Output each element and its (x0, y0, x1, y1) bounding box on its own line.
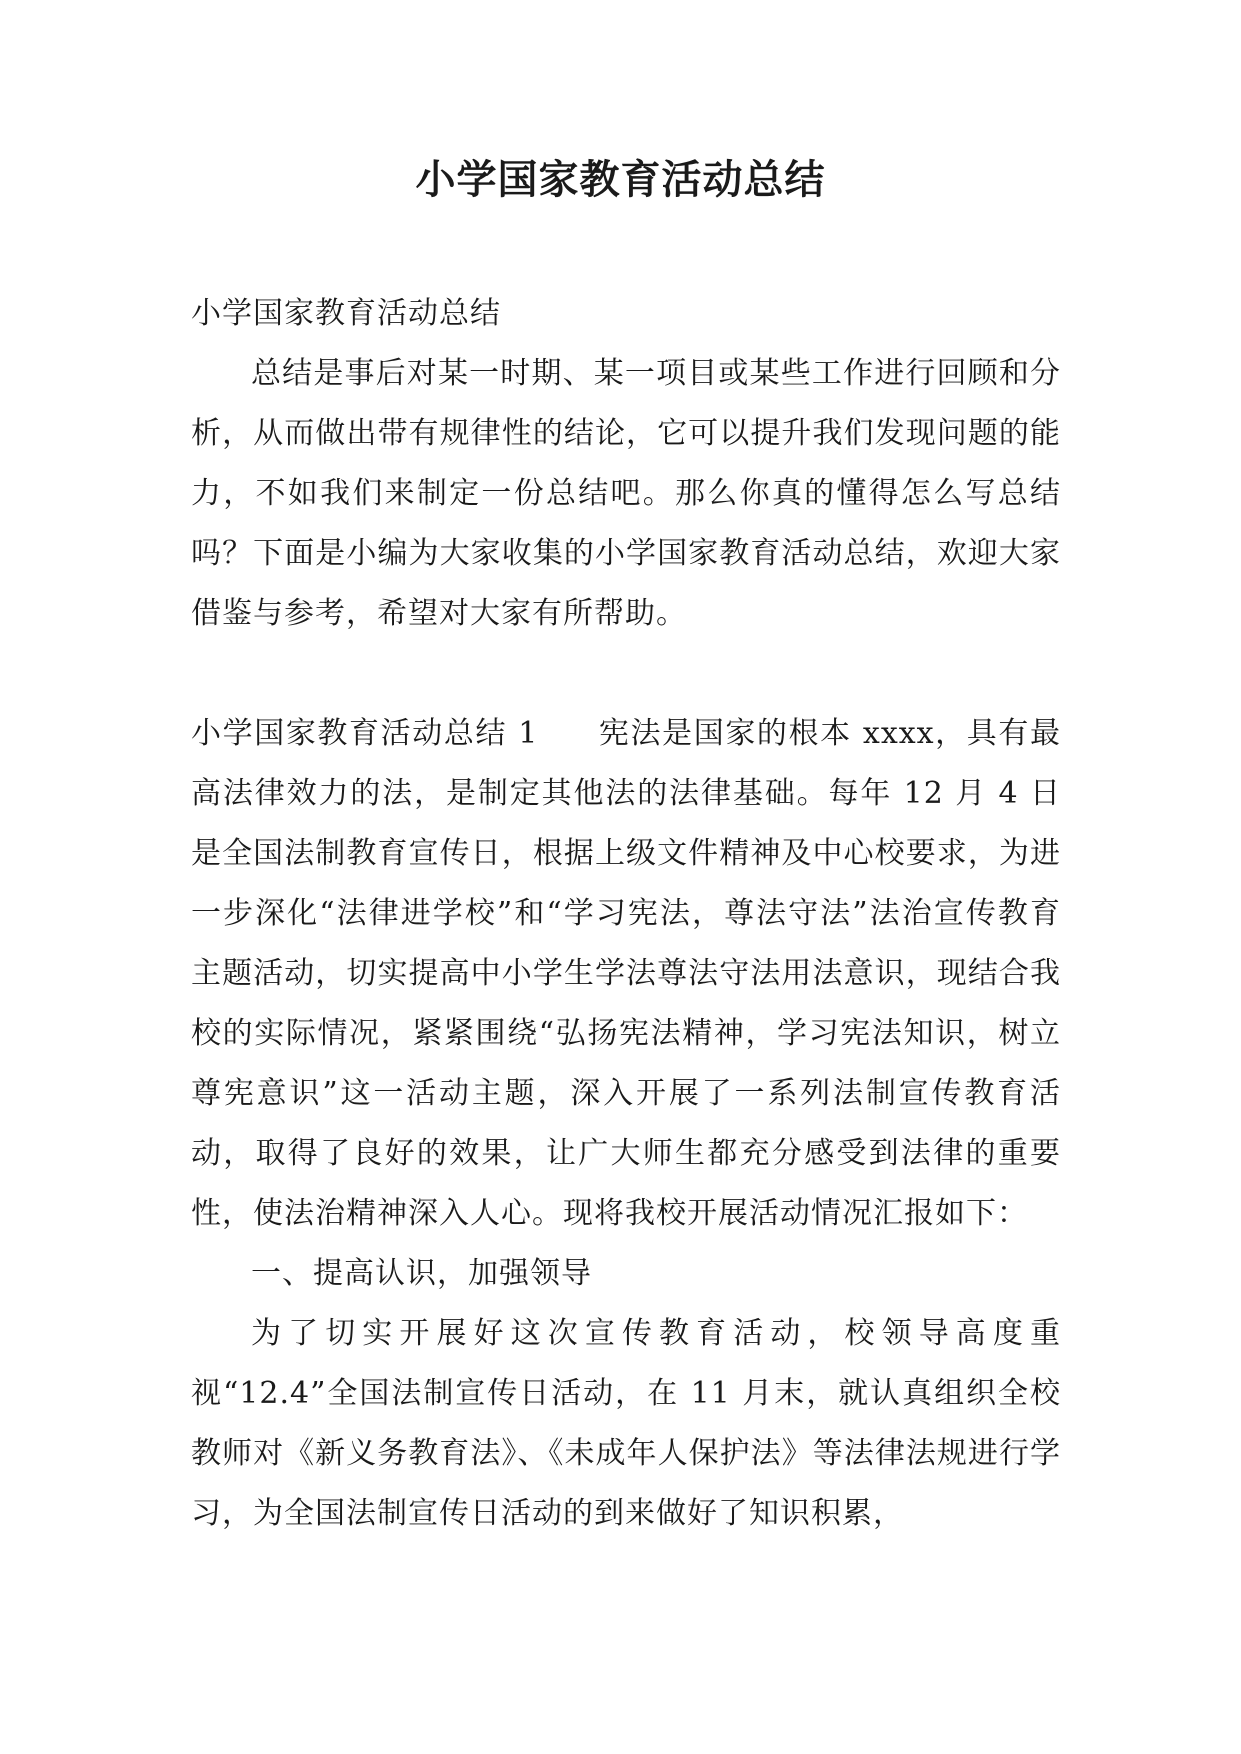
point-1-heading: 一、提高认识，加强领导 (251, 1256, 592, 1291)
document-subtitle: 小学国家教育活动总结 (191, 296, 501, 331)
document-title: 小学国家教育活动总结 (415, 156, 826, 203)
section-1-heading: 小学国家教育活动总结 1 (191, 716, 539, 751)
intro-paragraph: 总结是事后对某一时期、某一项目或某些工作进行回顾和分析，从而做出带有规律性的结论，它可以提升我们发现问题的能力，不如我们来制定一份总结吧。那么你真的懂得怎么写总结吗？下面是小编为大家收集的小学国家教育活动总结，欢迎大家借鉴与参考，希望对大家有所帮助。 (191, 356, 1061, 631)
point-1-body: 为了切实开展好这次宣传教育活动，校领导高度重视“12.4”全国法制宣传日活动，在 11 月末，就认真组织全校教师对《新义务教育法》、《未成年人保护法》等法律法规进行学习，为全国法制宣传日活动的到来做好了知识积累， (191, 1316, 1061, 1531)
document-body (191, 284, 1061, 1544)
section-1-body: 宪法是国家的根本 xxxx，具有最高法律效力的法，是制定其他法的法律基础。每年 12 月 4 日是全国法制教育宣传日，根据上级文件精神及中心校要求，为进一步深化“法律进学校”和“学习宪法，尊法守法”法治宣传教育主题活动，切实提高中小学生学法尊法守法用法意识，现结合我校的实际情况，紧紧围绕“弘扬宪法精神，学习宪法知识，树立尊宪意识”这一活动主题，深入开展了一系列法制宣传教育活动，取得了良好的效果，让广大师生都充分感受到法律的重要性，使法治精神深入人心。现将我校开展活动情况汇报如下： (191, 716, 1061, 1231)
paragraph-spacer (191, 644, 1061, 704)
section-1-paragraph (191, 704, 1061, 1244)
